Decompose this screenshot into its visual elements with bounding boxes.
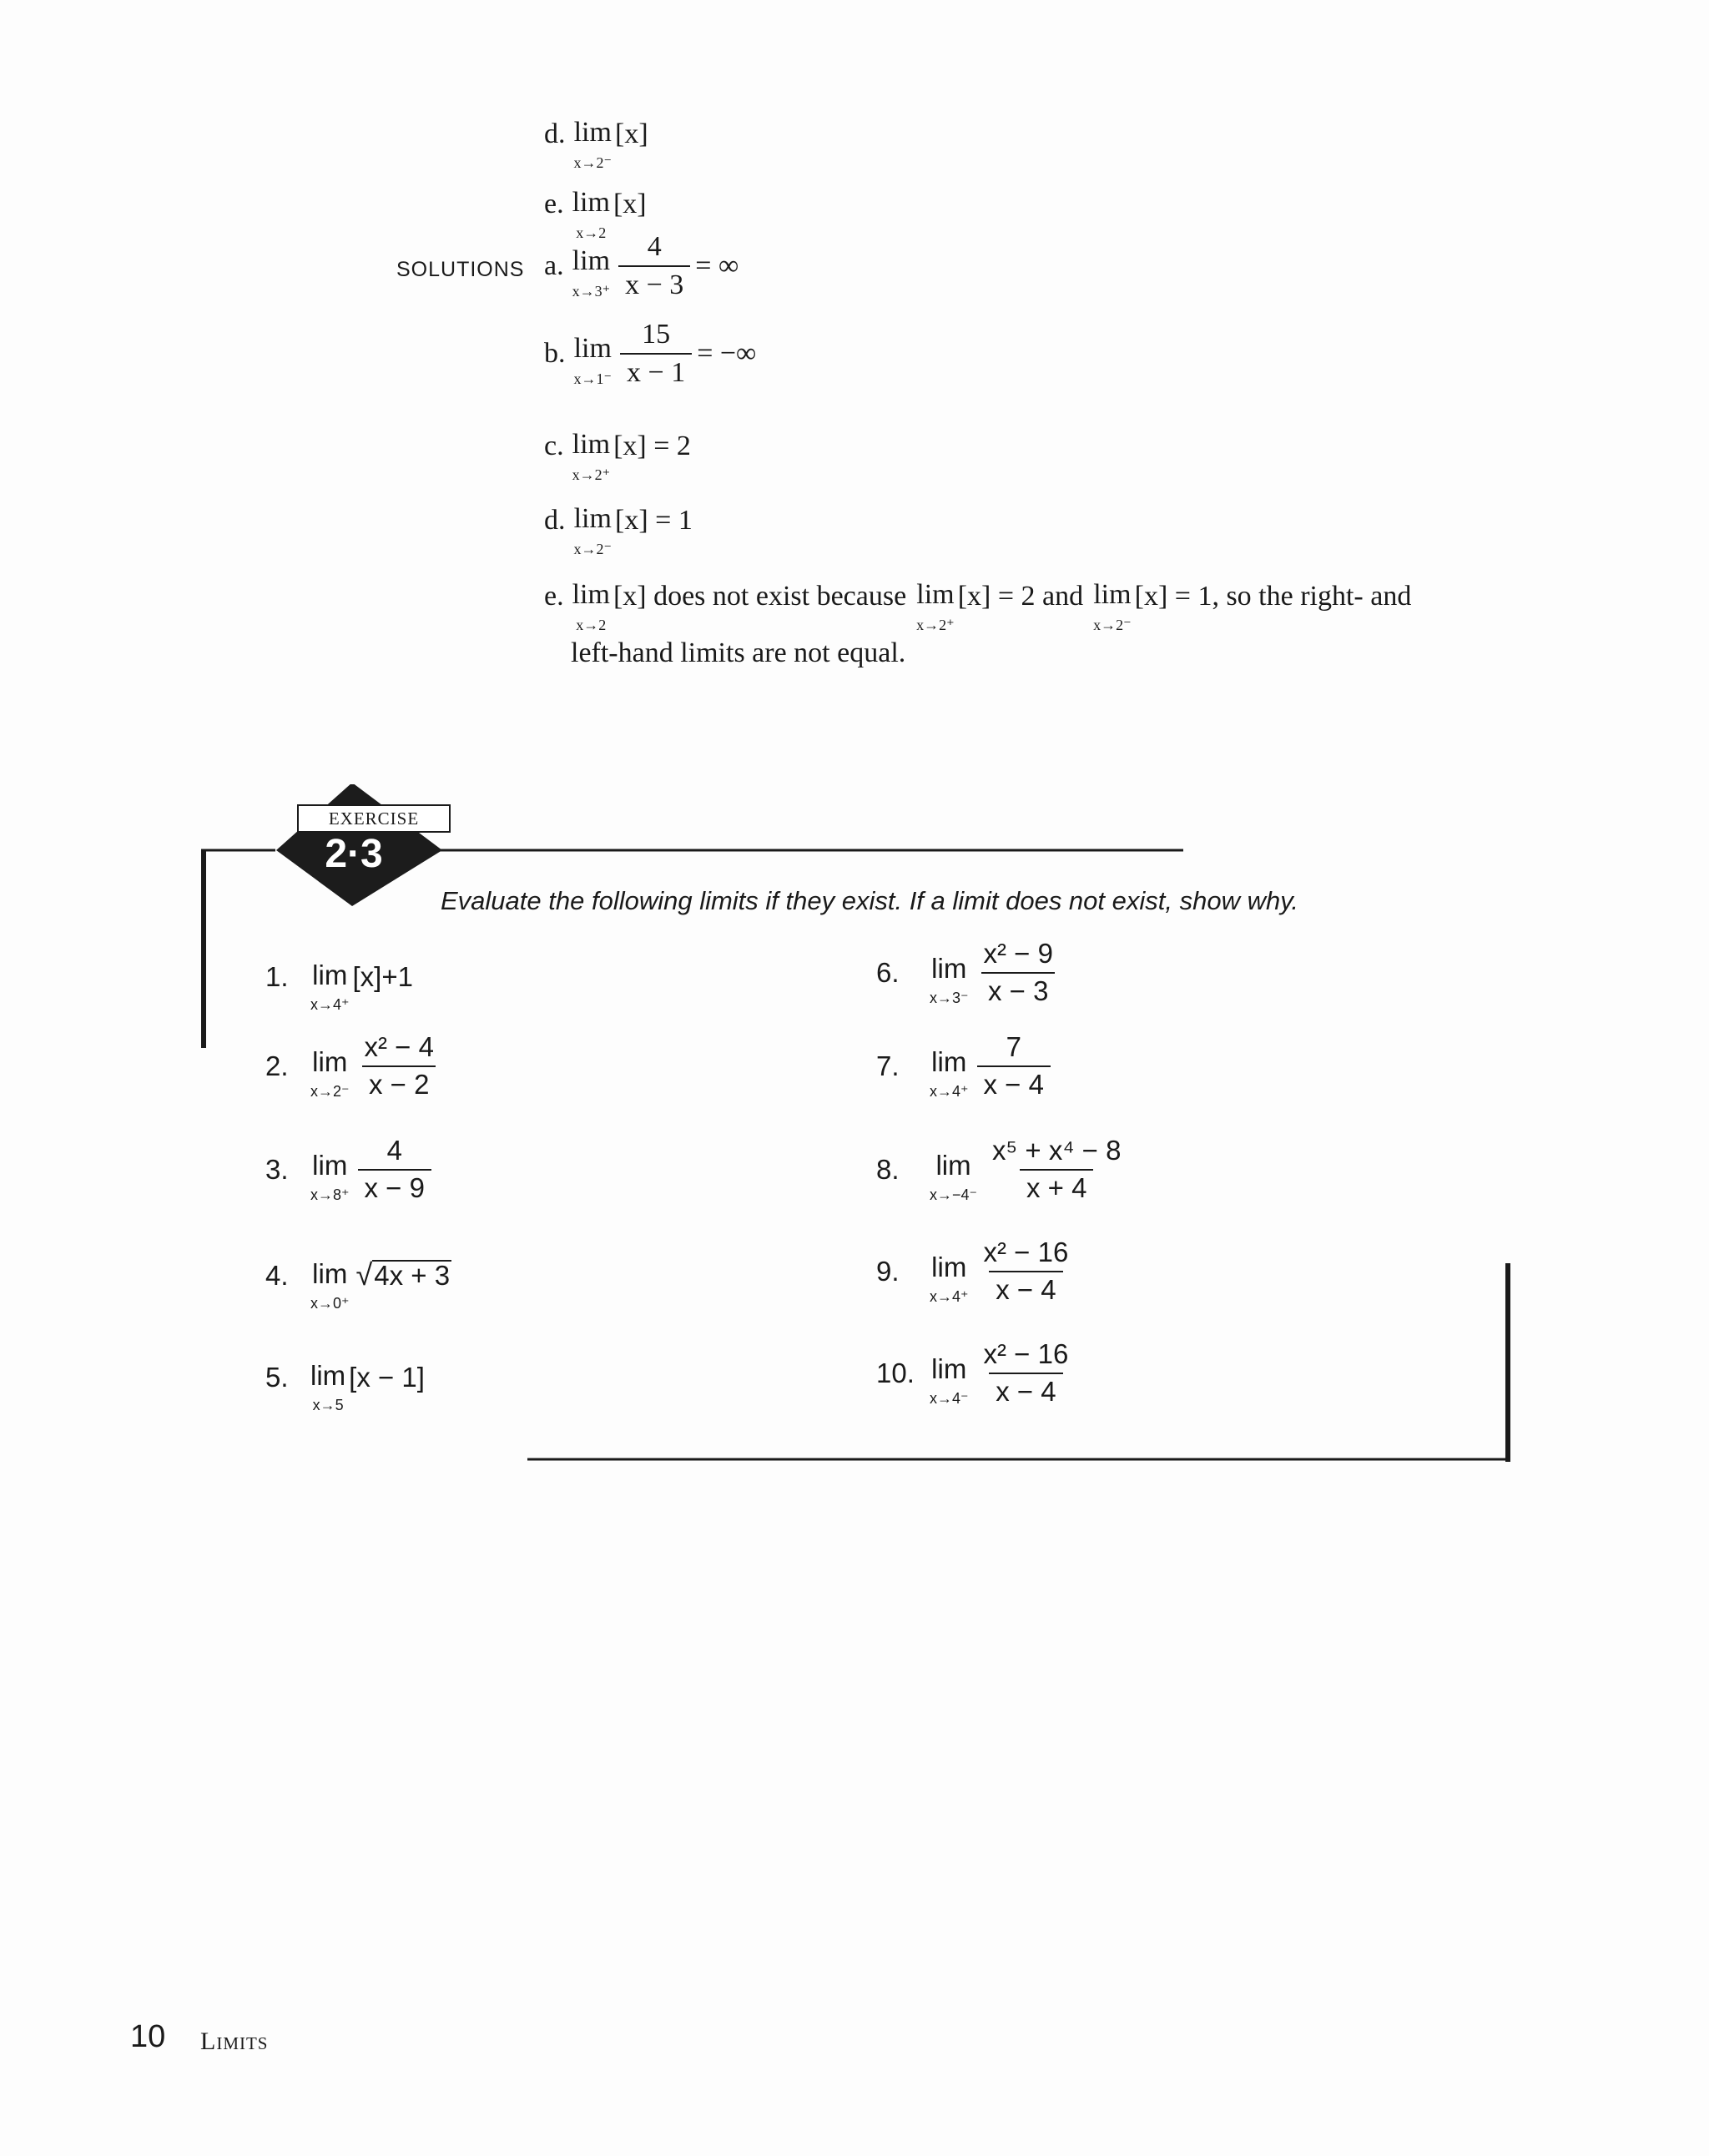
exercise-number-label: 8. xyxy=(876,1153,900,1185)
lim-word: lim xyxy=(312,960,348,990)
lim-word: lim xyxy=(931,953,967,985)
lim-word: lim xyxy=(935,1150,971,1181)
exercise-2 xyxy=(265,1033,446,1099)
lim-word: lim xyxy=(312,1046,348,1078)
lim-subscript: x→−4⁻ xyxy=(930,1186,978,1204)
numerator: 7 xyxy=(1006,1031,1021,1062)
exercise-number-label: 6. xyxy=(876,956,900,988)
lim-subscript: x→1⁻ xyxy=(573,370,613,387)
lim-word: lim xyxy=(573,117,612,148)
lim-word: lim xyxy=(573,332,612,364)
numerator: 4 xyxy=(647,231,662,262)
denominator: x − 2 xyxy=(362,1065,436,1100)
solution-c xyxy=(544,431,691,482)
solution-d xyxy=(544,505,693,557)
lim-word: lim xyxy=(572,187,610,218)
lim-subscript: x→2⁺ xyxy=(572,466,611,483)
lim-subscript: x→0⁺ xyxy=(310,1295,350,1312)
lim-subscript: x→4⁺ xyxy=(930,1288,969,1306)
lim-word: lim xyxy=(1093,579,1132,610)
lim-subscript: x→3⁺ xyxy=(572,282,611,300)
lim-word: lim xyxy=(931,1353,967,1385)
lim-word: lim xyxy=(572,244,611,276)
denominator: x − 4 xyxy=(989,1373,1062,1407)
lim-subscript: x→4⁺ xyxy=(930,1083,969,1101)
lim-subscript: x→5 xyxy=(312,1397,344,1413)
exercise-9 xyxy=(876,1238,1080,1304)
lim-subscript: x→2⁻ xyxy=(573,541,613,557)
exercise-instructions: Evaluate the following limits if they exist. If a limit does not exist, show why. xyxy=(441,886,1299,915)
lim-subscript: x→2 xyxy=(576,617,607,633)
solution-e-continuation: left-hand limits are not equal. xyxy=(571,637,906,668)
exercise-number: 2·3 xyxy=(325,832,383,876)
lim-word: lim xyxy=(916,579,955,610)
lim-word: lim xyxy=(312,1150,348,1181)
exercise-number-label: 10. xyxy=(876,1357,915,1388)
lim-word: lim xyxy=(931,1252,967,1283)
numerator: x² − 9 xyxy=(983,938,1053,969)
denominator: x − 9 xyxy=(358,1169,431,1203)
lim-subscript: x→8⁺ xyxy=(310,1186,350,1204)
fraction xyxy=(620,320,692,387)
lim-word: lim xyxy=(310,1360,346,1391)
limit-expression: [x − 1] xyxy=(349,1362,425,1393)
exercise-7 xyxy=(876,1033,1056,1099)
sqrt-icon: √ xyxy=(355,1257,373,1292)
exercise-number-label: 7. xyxy=(876,1050,900,1081)
limit-expression: [x] xyxy=(613,189,647,219)
lim-subscript: x→3⁻ xyxy=(930,990,969,1007)
page-number: 10 xyxy=(130,2019,166,2054)
limit-expression: [x] xyxy=(615,118,648,149)
exercise-number-label: 3. xyxy=(265,1153,289,1185)
denominator: x − 3 xyxy=(981,972,1055,1006)
numerator: 15 xyxy=(642,319,671,350)
denominator: x − 4 xyxy=(977,1065,1051,1100)
lim-word: lim xyxy=(572,429,611,460)
sqrt-expression xyxy=(355,1257,452,1292)
numerator: x² − 16 xyxy=(983,1237,1069,1267)
lim-subscript: x→4⁻ xyxy=(930,1390,969,1408)
lim-subscript: x→2 xyxy=(576,224,607,241)
problem-letter: e. xyxy=(544,189,564,219)
exercise-number-label: 4. xyxy=(265,1260,289,1291)
lim-subscript: x→2⁻ xyxy=(1093,617,1132,633)
solution-e xyxy=(544,581,1411,632)
lim-word: lim xyxy=(312,1258,348,1289)
fraction xyxy=(977,1033,1051,1099)
fraction xyxy=(358,1033,441,1099)
solutions-label: SOLUTIONS xyxy=(396,258,525,281)
exercise-3 xyxy=(265,1136,436,1202)
limit-expression: [x] = 2 and xyxy=(957,581,1084,612)
lim-subscript: x→4⁺ xyxy=(310,996,350,1013)
limit-expression: [x] = 1 xyxy=(615,505,693,536)
limit-expression: [x] = 2 xyxy=(613,431,691,461)
fraction xyxy=(618,232,690,300)
numerator: x² − 16 xyxy=(983,1338,1069,1369)
exercise-number-label: 2. xyxy=(265,1050,289,1081)
numerator: x⁵ + x⁴ − 8 xyxy=(992,1135,1122,1166)
exercise-1 xyxy=(265,961,413,1012)
fraction xyxy=(977,1238,1076,1304)
lim-subscript: x→2⁻ xyxy=(310,1083,350,1101)
lim-word: lim xyxy=(572,579,610,610)
lim-subscript: x→2⁻ xyxy=(573,154,613,171)
denominator: x − 4 xyxy=(989,1271,1062,1305)
exercise-number-label: 9. xyxy=(876,1255,900,1287)
limit-expression: [x] = 1, so the right- and xyxy=(1134,581,1412,612)
limit-expression: [x]+1 xyxy=(352,961,413,992)
fraction xyxy=(977,1340,1076,1406)
solution-letter: a. xyxy=(544,249,564,281)
solution-letter: c. xyxy=(544,431,564,461)
result: = −∞ xyxy=(697,337,757,369)
exercise-number-label: 5. xyxy=(265,1362,289,1393)
solution-letter: b. xyxy=(544,337,566,369)
denominator: x + 4 xyxy=(1020,1169,1093,1203)
fraction xyxy=(358,1136,431,1202)
exercise-10 xyxy=(876,1340,1080,1406)
solution-b xyxy=(544,320,756,387)
problem-letter: d. xyxy=(544,118,566,149)
exercise-tag: EXERCISE xyxy=(297,804,451,833)
denominator: x − 3 xyxy=(618,265,690,300)
chapter-title: Limits xyxy=(200,2028,269,2055)
exercise-4 xyxy=(265,1257,451,1312)
lim-word: lim xyxy=(931,1046,967,1078)
solution-a xyxy=(544,232,739,300)
exercise-8 xyxy=(876,1136,1132,1202)
fraction xyxy=(986,1136,1127,1202)
result: = ∞ xyxy=(695,249,739,281)
numerator: 4 xyxy=(386,1135,402,1166)
lim-subscript: x→2⁺ xyxy=(916,617,955,633)
solution-letter: d. xyxy=(544,505,566,536)
radicand: 4x + 3 xyxy=(374,1260,451,1291)
fraction xyxy=(977,939,1060,1005)
problem-d xyxy=(544,118,648,170)
limit-expression: [x] does not exist because xyxy=(613,581,907,612)
denominator: x − 1 xyxy=(620,353,692,388)
lim-word: lim xyxy=(573,503,612,534)
exercise-6 xyxy=(876,939,1065,1005)
exercise-number-label: 1. xyxy=(265,961,289,992)
solution-letter: e. xyxy=(544,581,564,612)
numerator: x² − 4 xyxy=(364,1031,434,1062)
exercise-5 xyxy=(265,1362,425,1413)
